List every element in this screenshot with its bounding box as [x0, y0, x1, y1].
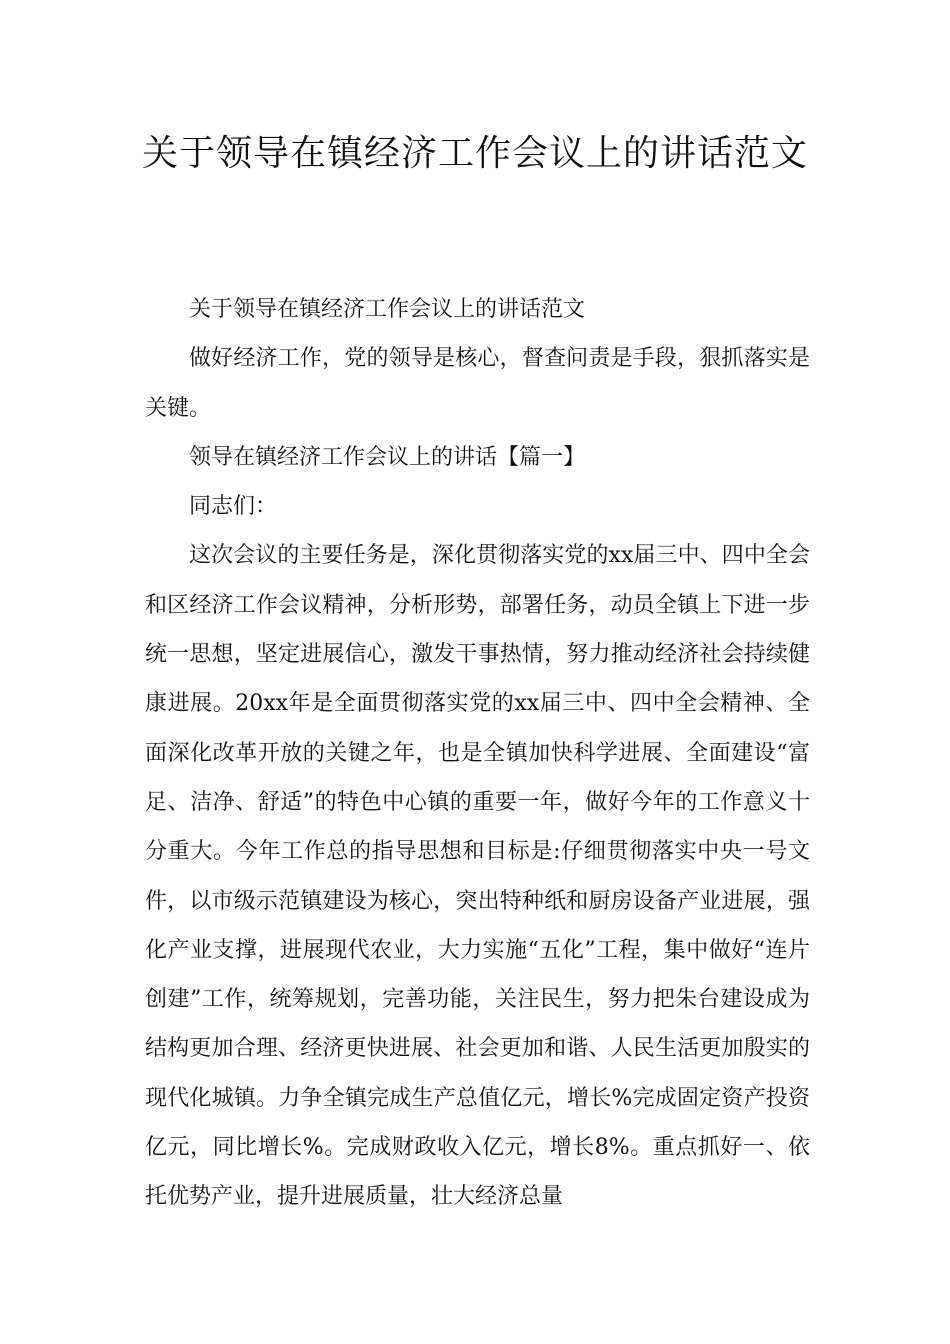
paragraph-subtitle: 关于领导在镇经济工作会议上的讲话范文 — [189, 297, 586, 322]
document-body — [145, 285, 810, 1222]
paragraph-summary: 做好经济工作，党的领导是核心，督查问责是手段，狠抓落实是关键。 — [145, 346, 810, 421]
paragraph-section-heading: 领导在镇经济工作会议上的讲话【篇一】 — [189, 444, 586, 470]
paragraph-main: 这次会议的主要任务是，深化贯彻落实党的xx届三中、四中全会和区经济工作会议精神，分析形势，部署任务，动员全镇上下进一步统一思想，坚定进展信心，激发干事热情，努力推动经济社会持续健康进展。20xx年是全面贯彻落实党的xx届三中、四中全会精神、全面深化改革开放的关键之年，也是全镇加快科学进展、全面建设“富足、洁净、舒适”的特色中心镇的重要一年，做好今年的工作意义十分重大。今年工作总的指导思想和目标是:仔细贯彻落实中央一号文件，以市级示范镇建设为核心，突出特种纸和厨房设备产业进展，强化产业支撑，进展现代农业，大力实施“五化”工程，集中做好“连片创建”工作，统筹规划，完善功能，关注民生，努力把朱台建设成为结构更加合理、经济更快进展、社会更加和谐、人民生活更加殷实的现代化城镇。力争全镇完成生产总值亿元，增长%完成固定资产投资亿元，同比增长%。完成财政收入亿元，增长8%。重点抓好一、依托优势产业，提升进展质量，壮大经济总量 — [145, 543, 811, 1210]
document-title: 关于领导在镇经济工作会议上的讲话范文 — [141, 133, 808, 174]
paragraph-salutation: 同志们： — [189, 494, 278, 520]
